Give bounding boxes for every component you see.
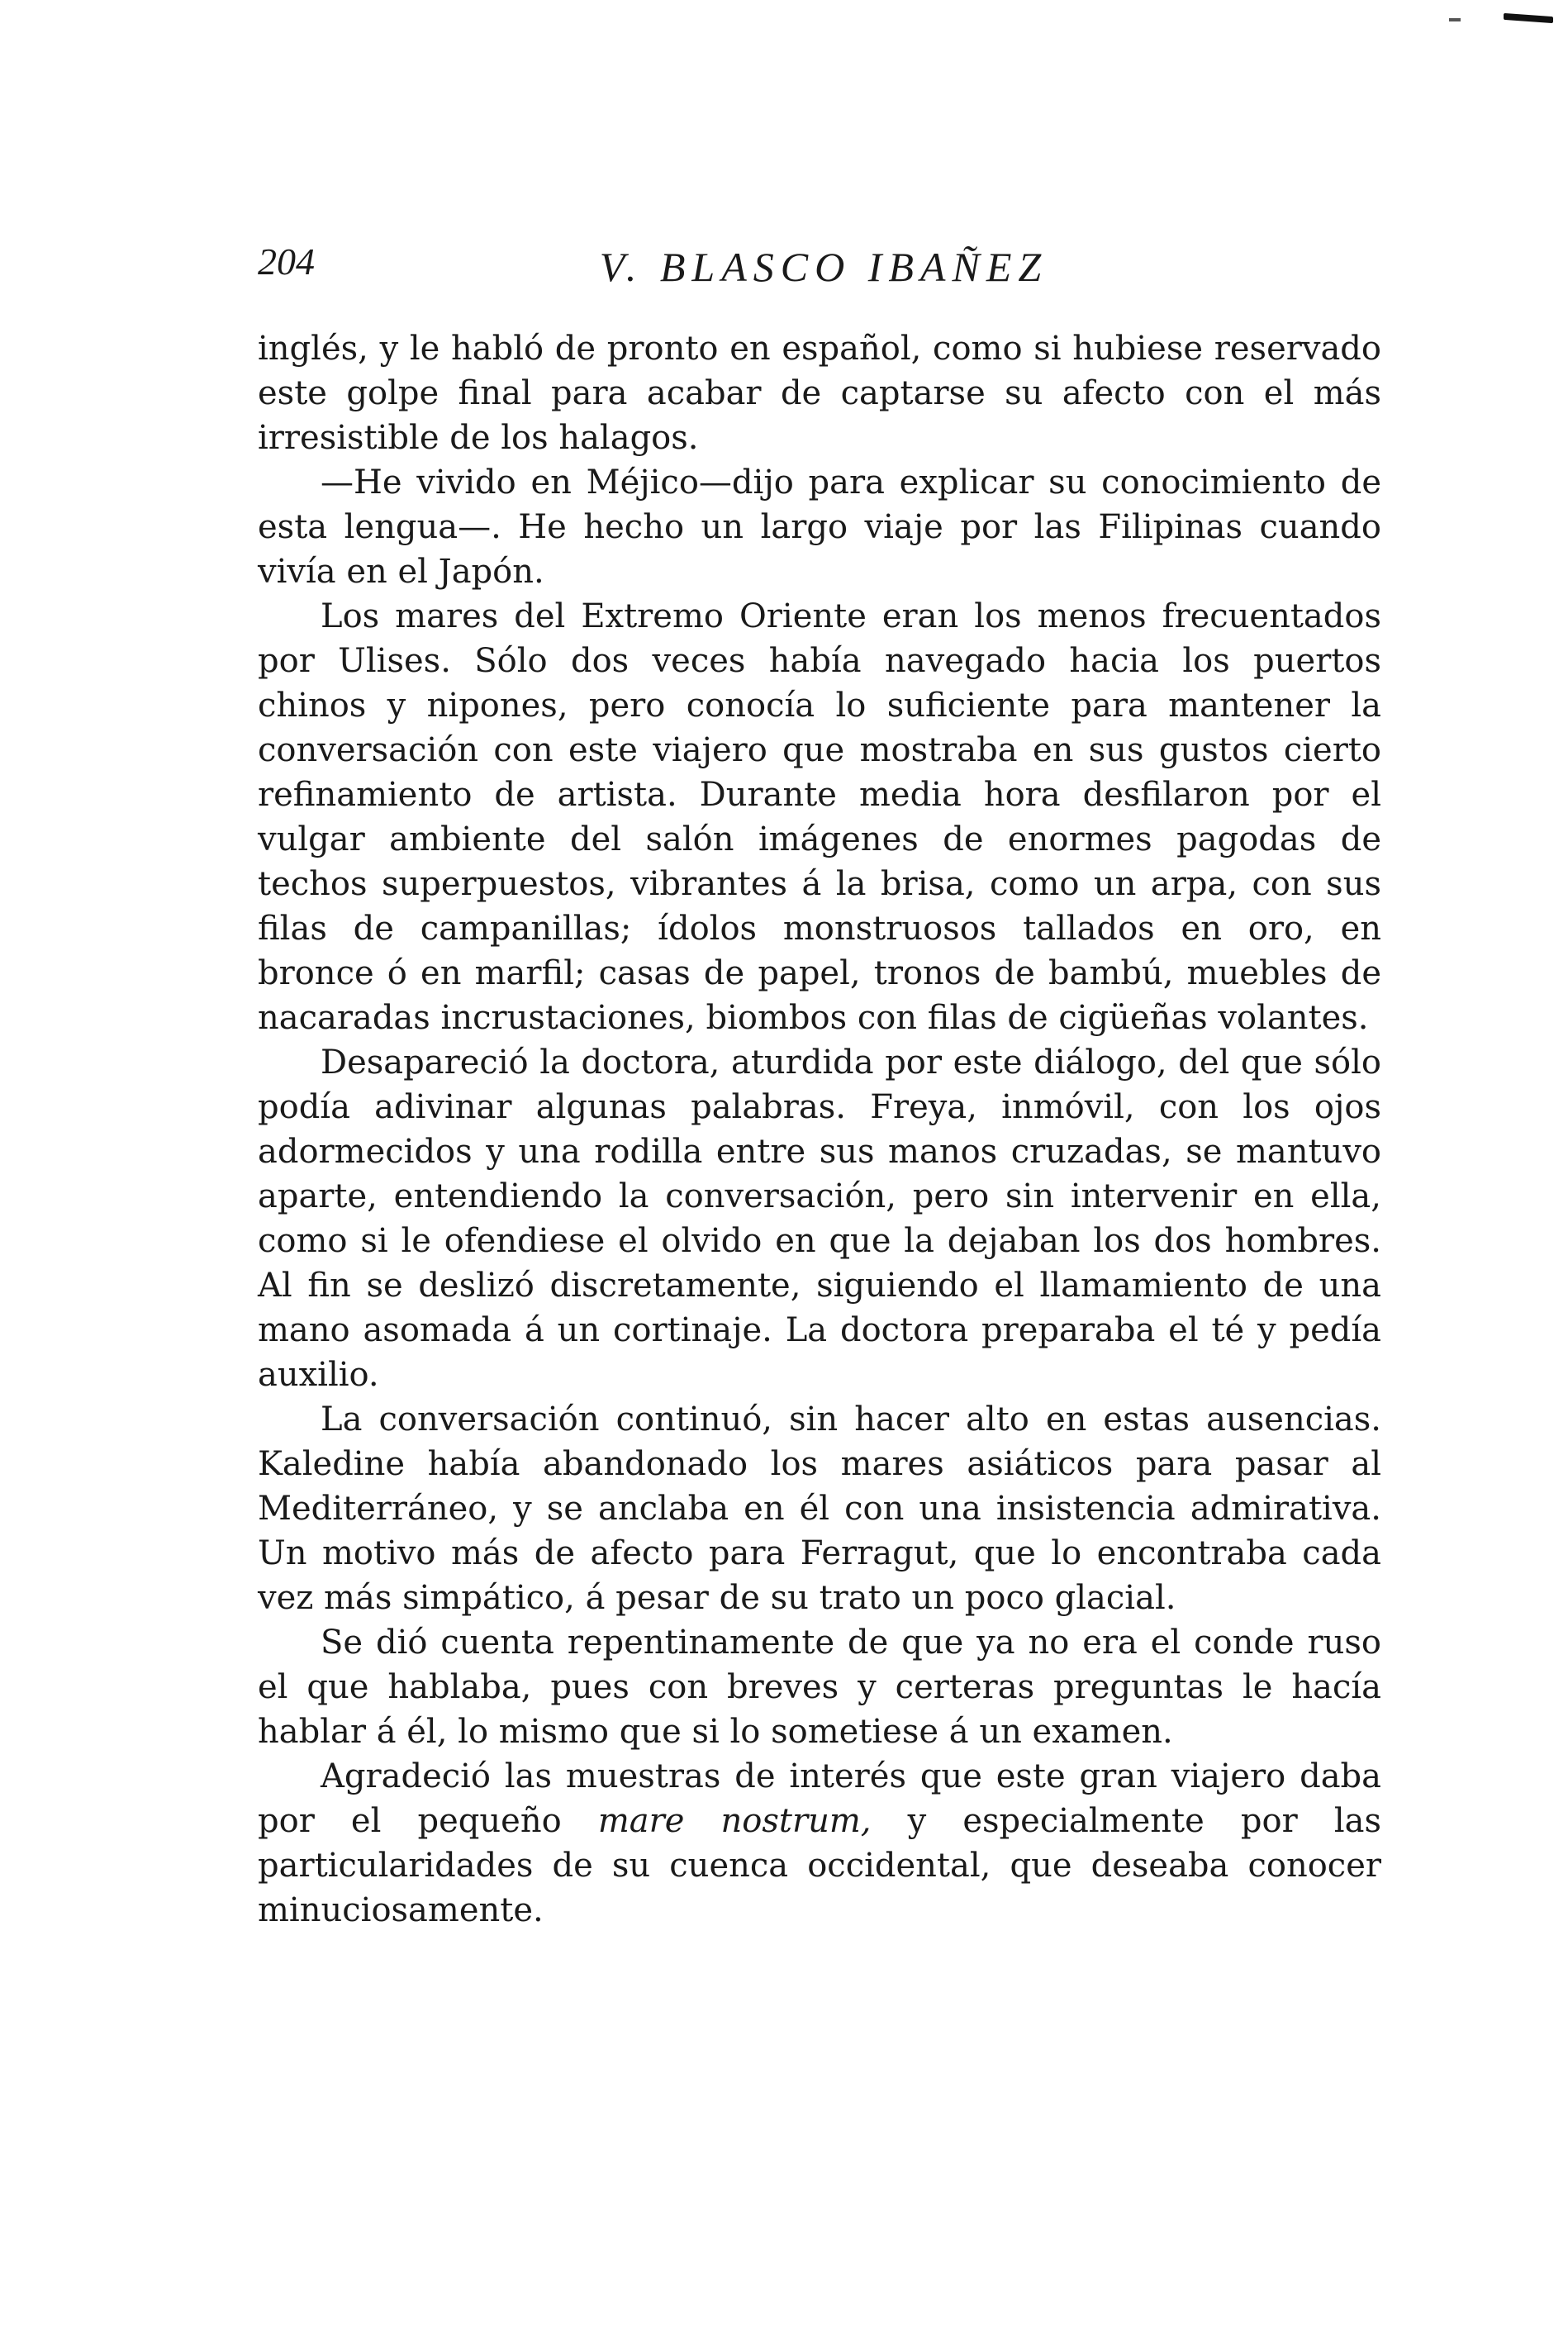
scan-mark xyxy=(1449,18,1461,21)
paragraph: La conversación continuó, sin hacer alto en estas ausencias. Kaledine había abandonado los mares asiáticos para pasar al Mediterráneo, y se anclaba en él con una insistencia admirativa. Un motivo más de afecto para Ferragut, que lo encontraba cada vez más simpático, á pesar de su trato un poco glacial. xyxy=(258,1400,1381,1617)
paragraph: —He vivido en Méjico—dijo para explicar su conocimiento de esta lengua—. He hecho un largo viaje por las Filipinas cuando vivía en el Japón. xyxy=(258,464,1381,591)
paragraph-text: Agradeció las muestras de interés que este gran viajero daba por el pequeño xyxy=(258,1757,1381,1840)
scan-mark xyxy=(1504,13,1553,23)
body-text xyxy=(258,326,1381,1933)
paragraph: Desapareció la doctora, aturdida por este diálogo, del que sólo podía adivinar algunas palabras. Freya, inmóvil, con los ojos adormecidos y una rodilla entre sus manos cruzadas, se mantuvo aparte, entendiendo la conversación, pero sin intervenir en ella, como si le ofendiese el olvido en que la dejaban los dos hombres. Al fin se deslizó discretamente, siguiendo el llamamiento de una mano asomada á un cortinaje. La doctora preparaba el té y pedía auxilio. xyxy=(258,1044,1381,1394)
page-number: 204 xyxy=(258,240,315,283)
italic-phrase: mare nostrum, xyxy=(597,1802,872,1840)
running-head: V. BLASCO IBAÑEZ xyxy=(599,244,1048,290)
paragraph xyxy=(258,1754,1381,1933)
paragraph: Se dió cuenta repentinamente de que ya no era el conde ruso el que hablaba, pues con breves y certeras preguntas le hacía hablar á él, lo mismo que si lo sometiese á un examen. xyxy=(258,1624,1381,1751)
paragraph: inglés, y le habló de pronto en español, como si hubiese reservado este golpe final para acabar de captarse su afecto con el más irresistible de los halagos. xyxy=(258,330,1381,457)
page-header xyxy=(258,240,1381,306)
paragraph: Los mares del Extremo Oriente eran los menos frecuentados por Ulises. Sólo dos veces había navegado hacia los puertos chinos y nipones, pero conocía lo suficiente para mantener la conversación con este viajero que mostraba en sus gustos cierto refinamiento de artista. Durante media hora desfilaron por el vulgar ambiente del salón imágenes de enormes pagodas de techos superpuestos, vibrantes á la brisa, como un arpa, con sus filas de campanillas; ídolos monstruosos tallados en oro, en bronce ó en marfil; casas de papel, tronos de bambú, muebles de nacaradas incrustaciones, biombos con filas de cigüeñas volantes. xyxy=(258,597,1381,1037)
paragraph-text: y especialmente por las particularidades de su cuenca occidental, que deseaba conocer minuciosamente. xyxy=(258,1802,1382,1929)
